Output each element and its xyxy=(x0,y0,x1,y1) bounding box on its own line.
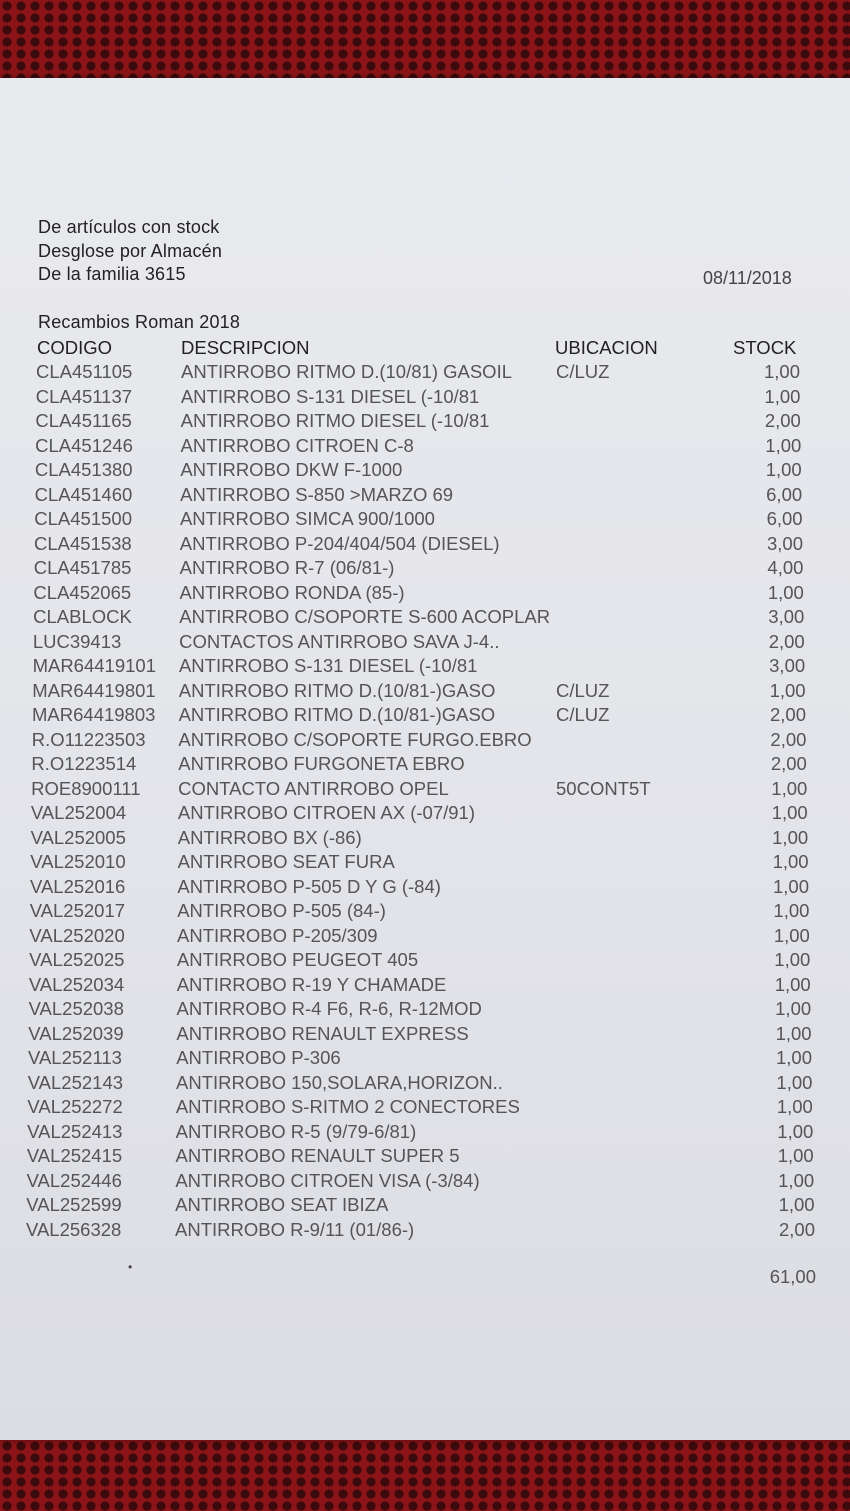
table-row xyxy=(0,925,850,950)
cell-stock: 2,00 xyxy=(770,753,807,774)
cell-stock: 1,00 xyxy=(763,361,800,382)
table-row xyxy=(0,631,850,656)
table-row xyxy=(0,1072,850,1097)
cell-stock: 1,00 xyxy=(775,998,812,1019)
cell-description: ANTIRROBO R-4 F6, R-6, R-12MOD xyxy=(176,998,482,1019)
cell-stock: 1,00 xyxy=(777,1120,814,1142)
cell-code: LUC39413 xyxy=(32,630,122,652)
cell-code: VAL252034 xyxy=(28,973,125,995)
cell-code: CLA451105 xyxy=(36,361,133,382)
cell-stock: 2,00 xyxy=(768,630,805,652)
cell-code: VAL252039 xyxy=(28,1022,124,1044)
cell-description: ANTIRROBO P-505 D Y G (-84) xyxy=(177,875,441,897)
cell-stock: 1,00 xyxy=(775,1047,812,1068)
cell-description: ANTIRROBO SEAT IBIZA xyxy=(175,1194,389,1215)
cell-stock: 2,00 xyxy=(769,704,806,725)
table-row xyxy=(0,582,850,607)
cell-code: CLA452065 xyxy=(33,581,132,603)
column-header-stock: STOCK xyxy=(733,337,797,358)
cell-stock: 1,00 xyxy=(775,1022,812,1044)
table-row xyxy=(0,1145,850,1170)
table-row xyxy=(0,1121,850,1146)
cell-code: MAR64419803 xyxy=(32,704,156,725)
cell-code: CLA451500 xyxy=(34,508,133,529)
cell-code: CLA451165 xyxy=(35,410,132,431)
cell-stock: 2,00 xyxy=(778,1218,815,1240)
cell-description: ANTIRROBO P-306 xyxy=(176,1047,341,1068)
table-row xyxy=(0,998,850,1023)
cell-description: ANTIRROBO R-19 Y CHAMADE xyxy=(176,973,447,995)
cell-description: ANTIRROBO P-204/404/504 (DIESEL) xyxy=(179,532,500,554)
table-row xyxy=(0,459,850,484)
cell-description: ANTIRROBO PEUGEOT 405 xyxy=(176,949,419,970)
report-subtitle: Desglose por Almacén xyxy=(38,241,223,261)
cell-stock: 1,00 xyxy=(772,851,809,872)
cell-code: R.O11223503 xyxy=(31,728,146,750)
cell-code: CLA451246 xyxy=(35,434,133,456)
cell-stock: 3,00 xyxy=(768,606,805,627)
table-row xyxy=(0,410,850,435)
table-row xyxy=(0,802,850,827)
cell-description: ANTIRROBO RONDA (85-) xyxy=(179,581,405,603)
cell-stock: 1,00 xyxy=(774,949,811,970)
table-row xyxy=(0,704,850,729)
cell-description: ANTIRROBO C/SOPORTE S-600 ACOPLAR xyxy=(179,606,551,627)
cell-stock: 3,00 xyxy=(766,532,803,554)
cell-stock: 1,00 xyxy=(772,875,809,897)
cell-stock: 1,00 xyxy=(777,1145,814,1166)
cell-code: CLA451137 xyxy=(35,385,133,407)
table-row xyxy=(0,729,850,754)
table-row xyxy=(0,753,850,778)
column-header-location: UBICACION xyxy=(555,337,658,358)
cell-code: VAL252025 xyxy=(29,949,125,970)
cell-description: ANTIRROBO S-850 >MARZO 69 xyxy=(180,483,454,505)
table-row xyxy=(0,533,850,558)
cell-code: MAR64419801 xyxy=(32,679,156,701)
table-row xyxy=(0,1194,850,1219)
table-row xyxy=(0,1170,850,1195)
stock-total: 61,00 xyxy=(769,1266,816,1287)
table-row xyxy=(0,680,850,705)
ink-mark: • xyxy=(128,1260,133,1274)
cell-stock: 4,00 xyxy=(767,557,804,578)
cell-code: VAL252415 xyxy=(26,1145,123,1166)
table-row xyxy=(0,876,850,901)
cell-description: ANTIRROBO RITMO D.(10/81) GASOIL xyxy=(181,361,513,382)
cell-description: ANTIRROBO S-131 DIESEL (-10/81 xyxy=(178,655,478,676)
cell-code: R.O1223514 xyxy=(31,753,137,774)
cell-code: MAR64419101 xyxy=(32,655,156,676)
cell-description: ANTIRROBO CITROEN VISA (-3/84) xyxy=(175,1169,480,1191)
table-row xyxy=(0,1047,850,1072)
cell-code: ROE8900111 xyxy=(31,777,141,799)
cell-description: ANTIRROBO RENAULT SUPER 5 xyxy=(175,1145,460,1166)
cell-description: ANTIRROBO SIMCA 900/1000 xyxy=(179,508,435,529)
stock-table xyxy=(0,361,850,1243)
report-date: 08/11/2018 xyxy=(703,268,792,288)
table-row xyxy=(0,827,850,852)
cell-code: VAL252010 xyxy=(30,851,126,872)
cell-location: C/LUZ xyxy=(556,704,610,725)
cell-description: ANTIRROBO DKW F-1000 xyxy=(180,459,403,480)
cell-description: ANTIRROBO RENAULT EXPRESS xyxy=(176,1022,469,1044)
table-row xyxy=(0,949,850,974)
column-header-code: CODIGO xyxy=(37,337,113,358)
cell-code: VAL252016 xyxy=(30,875,126,897)
cell-description: ANTIRROBO CITROEN C-8 xyxy=(180,434,414,456)
table-row xyxy=(0,1219,850,1244)
cell-stock: 1,00 xyxy=(778,1169,815,1191)
cell-description: ANTIRROBO RITMO D.(10/81-)GASO xyxy=(178,704,496,725)
cell-code: VAL252143 xyxy=(27,1071,124,1093)
column-header-description: DESCRIPCION xyxy=(181,337,310,358)
cell-location: 50CONT5T xyxy=(556,777,651,799)
table-row xyxy=(0,508,850,533)
cell-description: ANTIRROBO RITMO DIESEL (-10/81 xyxy=(180,410,490,431)
printed-report-page xyxy=(0,78,850,1440)
cell-stock: 1,00 xyxy=(771,802,808,823)
cell-code: VAL252004 xyxy=(30,802,127,823)
cell-description: CONTACTOS ANTIRROBO SAVA J-4.. xyxy=(179,630,500,652)
cell-description: ANTIRROBO RITMO D.(10/81-)GASO xyxy=(178,679,496,701)
cell-description: ANTIRROBO 150,SOLARA,HORIZON.. xyxy=(176,1071,503,1093)
cell-description: ANTIRROBO FURGONETA EBRO xyxy=(178,753,465,774)
cell-stock: 1,00 xyxy=(772,826,809,848)
cell-description: CONTACTO ANTIRROBO OPEL xyxy=(178,777,449,799)
cell-description: ANTIRROBO S-RITMO 2 CONECTORES xyxy=(175,1096,520,1117)
cell-code: CLA451460 xyxy=(34,483,133,505)
cell-description: ANTIRROBO R-5 (9/79-6/81) xyxy=(175,1120,417,1142)
table-row xyxy=(0,1096,850,1121)
cell-code: VAL252020 xyxy=(29,924,125,946)
cell-location: C/LUZ xyxy=(556,361,610,382)
cell-code: CLABLOCK xyxy=(33,606,132,627)
cell-code: VAL252038 xyxy=(28,998,124,1019)
cell-description: ANTIRROBO CITROEN AX (-07/91) xyxy=(177,802,475,823)
table-row xyxy=(0,900,850,925)
table-row xyxy=(0,1023,850,1048)
cell-location: C/LUZ xyxy=(556,679,610,701)
table-row xyxy=(0,386,850,411)
cell-code: VAL252272 xyxy=(27,1096,123,1117)
table-row xyxy=(0,557,850,582)
cell-stock: 2,00 xyxy=(770,728,807,750)
cell-description: ANTIRROBO C/SOPORTE FURGO.EBRO xyxy=(178,728,532,750)
cell-code: VAL252413 xyxy=(27,1120,123,1142)
table-row xyxy=(0,435,850,460)
cell-code: VAL252017 xyxy=(29,900,126,921)
cell-code: CLA451380 xyxy=(34,459,133,480)
table-row xyxy=(0,606,850,631)
cell-stock: 3,00 xyxy=(769,655,806,676)
cell-description: ANTIRROBO R-9/11 (01/86-) xyxy=(175,1218,415,1240)
cell-code: CLA451785 xyxy=(33,557,132,578)
cell-stock: 2,00 xyxy=(764,410,801,431)
cell-code: VAL252599 xyxy=(26,1194,122,1215)
table-row xyxy=(0,851,850,876)
table-row xyxy=(0,974,850,999)
report-title: De artículos con stock xyxy=(38,217,220,237)
cell-stock: 1,00 xyxy=(765,459,802,480)
cell-code: VAL252005 xyxy=(30,826,126,848)
table-row xyxy=(0,778,850,803)
cell-code: CLA451538 xyxy=(34,532,132,554)
cell-code: VAL256328 xyxy=(26,1218,122,1240)
cell-code: VAL252113 xyxy=(28,1047,122,1068)
cell-stock: 6,00 xyxy=(766,508,803,529)
report-family: De la familia 3615 xyxy=(38,264,186,284)
cell-stock: 1,00 xyxy=(765,434,802,456)
table-row xyxy=(0,484,850,509)
cell-stock: 1,00 xyxy=(773,900,810,921)
cell-stock: 1,00 xyxy=(778,1194,815,1215)
cell-stock: 1,00 xyxy=(774,973,811,995)
cell-description: ANTIRROBO P-505 (84-) xyxy=(177,900,386,921)
cell-stock: 1,00 xyxy=(764,385,801,407)
cell-code: VAL252446 xyxy=(26,1169,122,1191)
company-name: Recambios Roman 2018 xyxy=(38,312,241,332)
table-row xyxy=(0,361,850,386)
cell-stock: 1,00 xyxy=(773,924,810,946)
cell-description: ANTIRROBO S-131 DIESEL (-10/81 xyxy=(180,385,480,407)
cell-description: ANTIRROBO SEAT FURA xyxy=(177,851,395,872)
cell-stock: 1,00 xyxy=(776,1096,813,1117)
cell-stock: 6,00 xyxy=(766,483,803,505)
cell-description: ANTIRROBO P-205/309 xyxy=(177,924,378,946)
cell-stock: 1,00 xyxy=(776,1071,813,1093)
table-row xyxy=(0,655,850,680)
cell-stock: 1,00 xyxy=(771,777,808,799)
cell-stock: 1,00 xyxy=(767,581,804,603)
cell-description: ANTIRROBO R-7 (06/81-) xyxy=(179,557,395,578)
cell-stock: 1,00 xyxy=(769,679,806,701)
cell-description: ANTIRROBO BX (-86) xyxy=(177,826,362,848)
